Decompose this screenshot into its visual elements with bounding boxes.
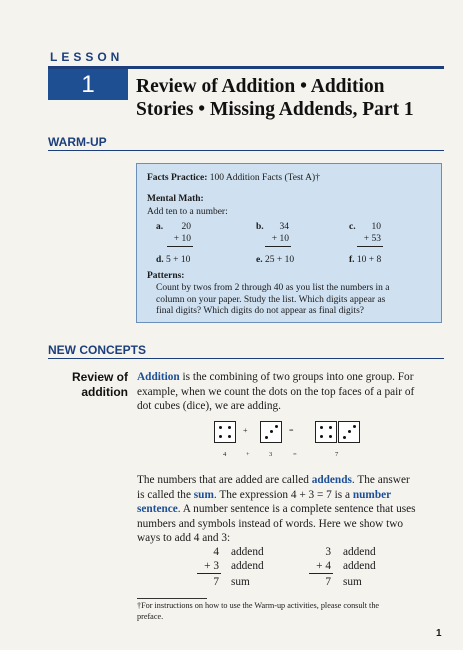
way2-number: + 4 — [316, 560, 331, 572]
way1-word: addend — [231, 546, 264, 558]
para2-text: numbers and symbols instead of words. Here we show two — [137, 517, 404, 530]
warmup-heading: WARM-UP — [48, 135, 107, 149]
problem-b-top: 34 — [279, 222, 289, 232]
para2-text: . The expression 4 + 3 = 7 is a — [213, 488, 353, 501]
way1-number: 4 — [213, 546, 219, 558]
review-of-addition-label — [48, 370, 128, 400]
problem-a-bottom: + 10 — [173, 234, 191, 244]
term-addends: addends — [311, 474, 352, 486]
new-concepts-heading: NEW CONCEPTS — [48, 343, 147, 357]
problem-d-label: d. — [156, 255, 164, 265]
term-sum: sum — [193, 488, 214, 501]
para2-text: is called the — [137, 488, 194, 501]
dice-label-7: 7 — [335, 451, 339, 458]
patterns-line: final digits? Which digits do not appear as final digits? — [156, 306, 364, 316]
side-label-line-1: Review of — [71, 370, 128, 384]
problem-b-line — [265, 246, 291, 247]
way1-number: 7 — [213, 576, 219, 588]
para2-text: The numbers that are added are called — [137, 474, 312, 486]
way2-word: addend — [343, 560, 376, 572]
way2-word: addend — [343, 546, 376, 558]
problem-d-expr: 5 + 10 — [166, 255, 191, 265]
footnote-line: preface. — [137, 612, 164, 621]
way1-word: addend — [231, 560, 264, 572]
addends-paragraph — [137, 473, 444, 546]
die-four — [214, 421, 236, 443]
way2-word: sum — [343, 576, 362, 588]
facts-text: 100 Addition Facts (Test A)† — [209, 173, 320, 183]
problem-a-top: 20 — [181, 222, 191, 232]
addition-way-1 — [195, 545, 285, 591]
dice-label-3: 3 — [269, 451, 273, 458]
way1-number: + 3 — [204, 560, 219, 572]
way2-line — [309, 573, 333, 574]
problem-e-label: e. — [256, 255, 263, 265]
term-sentence: sentence — [137, 503, 178, 516]
die-four-result — [315, 421, 337, 443]
footnote-rule — [137, 598, 207, 599]
warmup-rule — [48, 150, 444, 151]
problem-b-label: b. — [256, 222, 264, 232]
para2-text: ways to add 4 and 3: — [137, 532, 231, 545]
dice-label-plus: + — [246, 451, 250, 458]
lesson-label: LESSON — [50, 50, 124, 64]
dice-illustration — [211, 421, 376, 461]
problem-c-bottom: + 53 — [363, 234, 381, 244]
mental-math-label: Mental Math: — [147, 194, 204, 204]
para2-text: . A number sentence is a complete sentence that uses — [177, 503, 416, 516]
title-line-2: Stories • Missing Addends, Part 1 — [136, 99, 414, 120]
dice-label-4: 4 — [223, 451, 227, 458]
lesson-title — [136, 75, 446, 121]
footnote — [137, 600, 444, 622]
problem-c-label: c. — [349, 222, 356, 232]
term-number: number — [352, 488, 392, 501]
facts-practice-line — [147, 172, 320, 184]
problem-c-line — [357, 246, 383, 247]
addition-way-2 — [307, 545, 397, 591]
dice-label-equals: = — [293, 451, 297, 458]
way1-word: sum — [231, 576, 250, 588]
problem-e — [256, 254, 294, 266]
dice-equals-sign: = — [289, 426, 294, 435]
para1-text: dot cubes (dice), we are adding. — [137, 400, 281, 413]
para1-text: is the combining of two groups into one group. For — [179, 371, 414, 383]
warmup-box — [136, 163, 442, 323]
problem-f-label: f. — [349, 255, 355, 265]
new-concepts-rule — [48, 358, 444, 359]
way2-number: 7 — [325, 576, 331, 588]
die-three — [260, 421, 282, 443]
page-number: 1 — [436, 628, 442, 639]
problem-a-line — [167, 246, 193, 247]
die-three-result — [338, 421, 360, 443]
para2-text: . The answer — [351, 474, 410, 486]
problem-d — [156, 254, 190, 266]
problem-f-expr: 10 + 8 — [356, 255, 382, 265]
footnote-line: †For instructions on how to use the Warm-up activities, please consult the — [137, 601, 380, 610]
patterns-line: Count by twos from 2 through 40 as you list the numbers in a — [156, 283, 390, 293]
dice-plus-sign: + — [243, 426, 248, 435]
way2-number: 3 — [325, 546, 331, 558]
problem-a-label: a. — [156, 222, 164, 232]
para1-text: example, when we count the dots on the top faces of a pair of — [137, 385, 415, 398]
mental-math-intro: Add ten to a number: — [147, 207, 228, 217]
way1-line — [197, 573, 221, 574]
facts-label: Facts Practice: — [147, 173, 208, 183]
problem-f — [349, 254, 381, 266]
patterns-line: column on your paper. Study the list. Which digits appear as — [156, 294, 386, 305]
patterns-label: Patterns: — [147, 271, 185, 281]
lesson-number-badge: 1 — [48, 69, 128, 100]
problem-b-bottom: + 10 — [271, 234, 289, 244]
side-label-line-2: addition — [81, 385, 128, 399]
addition-paragraph — [137, 370, 444, 414]
patterns-text — [156, 283, 436, 318]
term-addition: Addition — [137, 371, 180, 383]
problem-c-top: 10 — [371, 222, 381, 232]
title-line-1: Review of Addition • Addition — [136, 76, 385, 97]
problem-e-expr: 25 + 10 — [264, 255, 295, 265]
